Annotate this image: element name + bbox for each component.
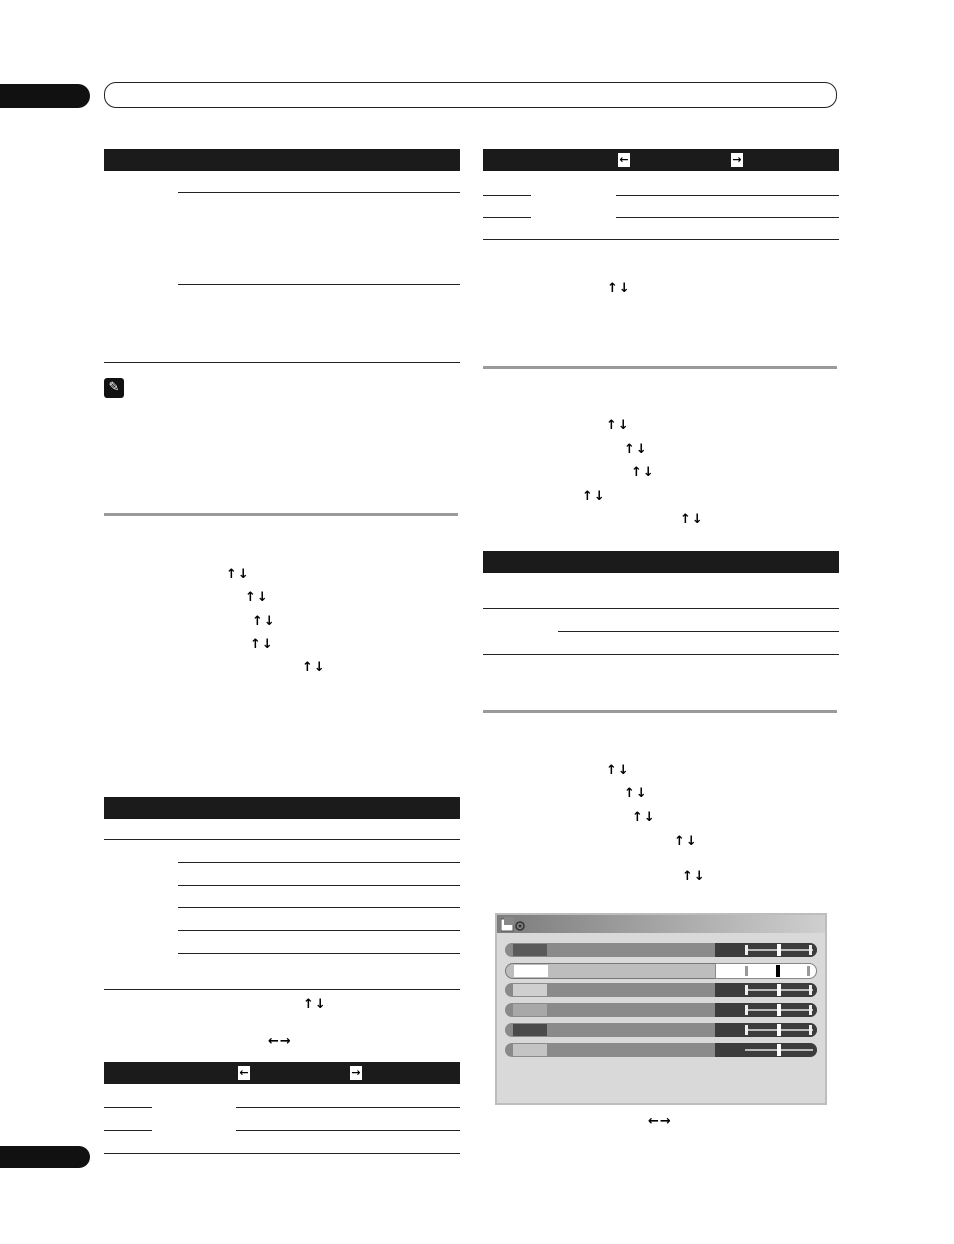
arrow-right-icon: → — [351, 1066, 361, 1079]
osd-slider-knob[interactable] — [777, 984, 781, 996]
updown-arrows-icon: ↑↓ — [680, 512, 704, 527]
table-rule — [178, 953, 460, 954]
table-rule — [483, 217, 531, 218]
table-rule — [236, 1130, 460, 1131]
table-header-5 — [483, 551, 839, 573]
updown-arrows-icon: ↑↓ — [624, 442, 648, 457]
table-header-4 — [483, 149, 839, 171]
updown-arrows-icon: ↑↓ — [607, 281, 631, 296]
table-header-2 — [104, 797, 460, 819]
section-divider — [483, 366, 837, 369]
chapter-tab — [0, 84, 90, 108]
updown-arrows-icon: ↑↓ — [252, 614, 276, 629]
updown-arrows-icon: ↑↓ — [682, 869, 706, 884]
table-rule — [178, 192, 460, 193]
pencil-icon: ✎ — [104, 378, 124, 398]
updown-arrows-icon: ↑↓ — [632, 810, 656, 825]
osd-menu-row[interactable] — [505, 983, 817, 997]
table-rule — [178, 862, 460, 863]
osd-slider[interactable] — [715, 983, 817, 997]
osd-row-label — [513, 1044, 547, 1056]
osd-slider-knob[interactable] — [777, 1024, 781, 1036]
updown-arrows-icon: ↑↓ — [624, 786, 648, 801]
arrow-left-icon: ← — [239, 1066, 249, 1079]
osd-menu-row[interactable] — [505, 1043, 817, 1057]
updown-arrows-icon: ↑↓ — [302, 660, 326, 675]
osd-slider[interactable] — [715, 1023, 817, 1037]
updown-arrows-icon: ↑↓ — [674, 834, 698, 849]
updown-arrows-icon: ↑↓ — [226, 567, 250, 582]
osd-slider-knob[interactable] — [777, 1004, 781, 1016]
table-rule — [178, 930, 460, 931]
arrow-left-icon: ← — [619, 153, 629, 166]
updown-arrows-icon: ↑↓ — [245, 590, 269, 605]
table-rule — [483, 608, 839, 609]
osd-row-label — [513, 1024, 547, 1036]
table-rule — [104, 362, 460, 363]
table-rule — [178, 907, 460, 908]
osd-menu-row[interactable] — [505, 1003, 817, 1017]
osd-slider-knob[interactable] — [776, 965, 780, 977]
osd-menu-row-selected[interactable] — [505, 963, 817, 979]
updown-arrows-icon: ↑↓ — [582, 489, 606, 504]
section-divider — [483, 710, 837, 713]
osd-slider[interactable] — [715, 963, 817, 979]
osd-menu-row[interactable] — [505, 943, 817, 957]
table-rule — [104, 1130, 152, 1131]
table-rule — [178, 284, 460, 285]
table-rule — [104, 839, 460, 840]
table-rule — [616, 217, 839, 218]
osd-row-label — [513, 944, 547, 956]
osd-slider-knob[interactable] — [777, 944, 781, 956]
table-rule — [104, 1153, 460, 1154]
table-rule — [236, 1107, 460, 1108]
table-rule — [483, 654, 839, 655]
osd-slider-knob[interactable] — [777, 1044, 781, 1056]
leftright-arrows-icon: ←→ — [268, 1034, 292, 1049]
page-number-tab — [0, 1146, 90, 1168]
osd-title-bar — [497, 915, 825, 933]
table-rule — [616, 195, 839, 196]
table-header-3 — [104, 1062, 460, 1084]
settings-icon — [501, 916, 527, 932]
osd-slider[interactable] — [715, 1043, 817, 1057]
osd-menu-screen — [495, 913, 827, 1105]
osd-row-label — [513, 1004, 547, 1016]
updown-arrows-icon: ↑↓ — [303, 997, 327, 1012]
table-rule — [558, 631, 839, 632]
page-header-frame — [104, 82, 837, 108]
updown-arrows-icon: ↑↓ — [250, 637, 274, 652]
table-rule — [104, 1107, 152, 1108]
updown-arrows-icon: ↑↓ — [606, 763, 630, 778]
table-rule — [483, 195, 531, 196]
section-divider — [104, 513, 458, 516]
table-header-1 — [104, 149, 460, 171]
table-rule — [483, 239, 839, 240]
osd-slider[interactable] — [715, 943, 817, 957]
osd-row-label — [514, 965, 548, 977]
leftright-arrows-icon: ←→ — [648, 1114, 672, 1129]
arrow-right-icon: → — [732, 153, 742, 166]
table-rule — [104, 989, 460, 990]
osd-menu-row[interactable] — [505, 1023, 817, 1037]
table-rule — [178, 885, 460, 886]
osd-row-label — [513, 984, 547, 996]
osd-slider[interactable] — [715, 1003, 817, 1017]
updown-arrows-icon: ↑↓ — [631, 465, 655, 480]
updown-arrows-icon: ↑↓ — [606, 418, 630, 433]
